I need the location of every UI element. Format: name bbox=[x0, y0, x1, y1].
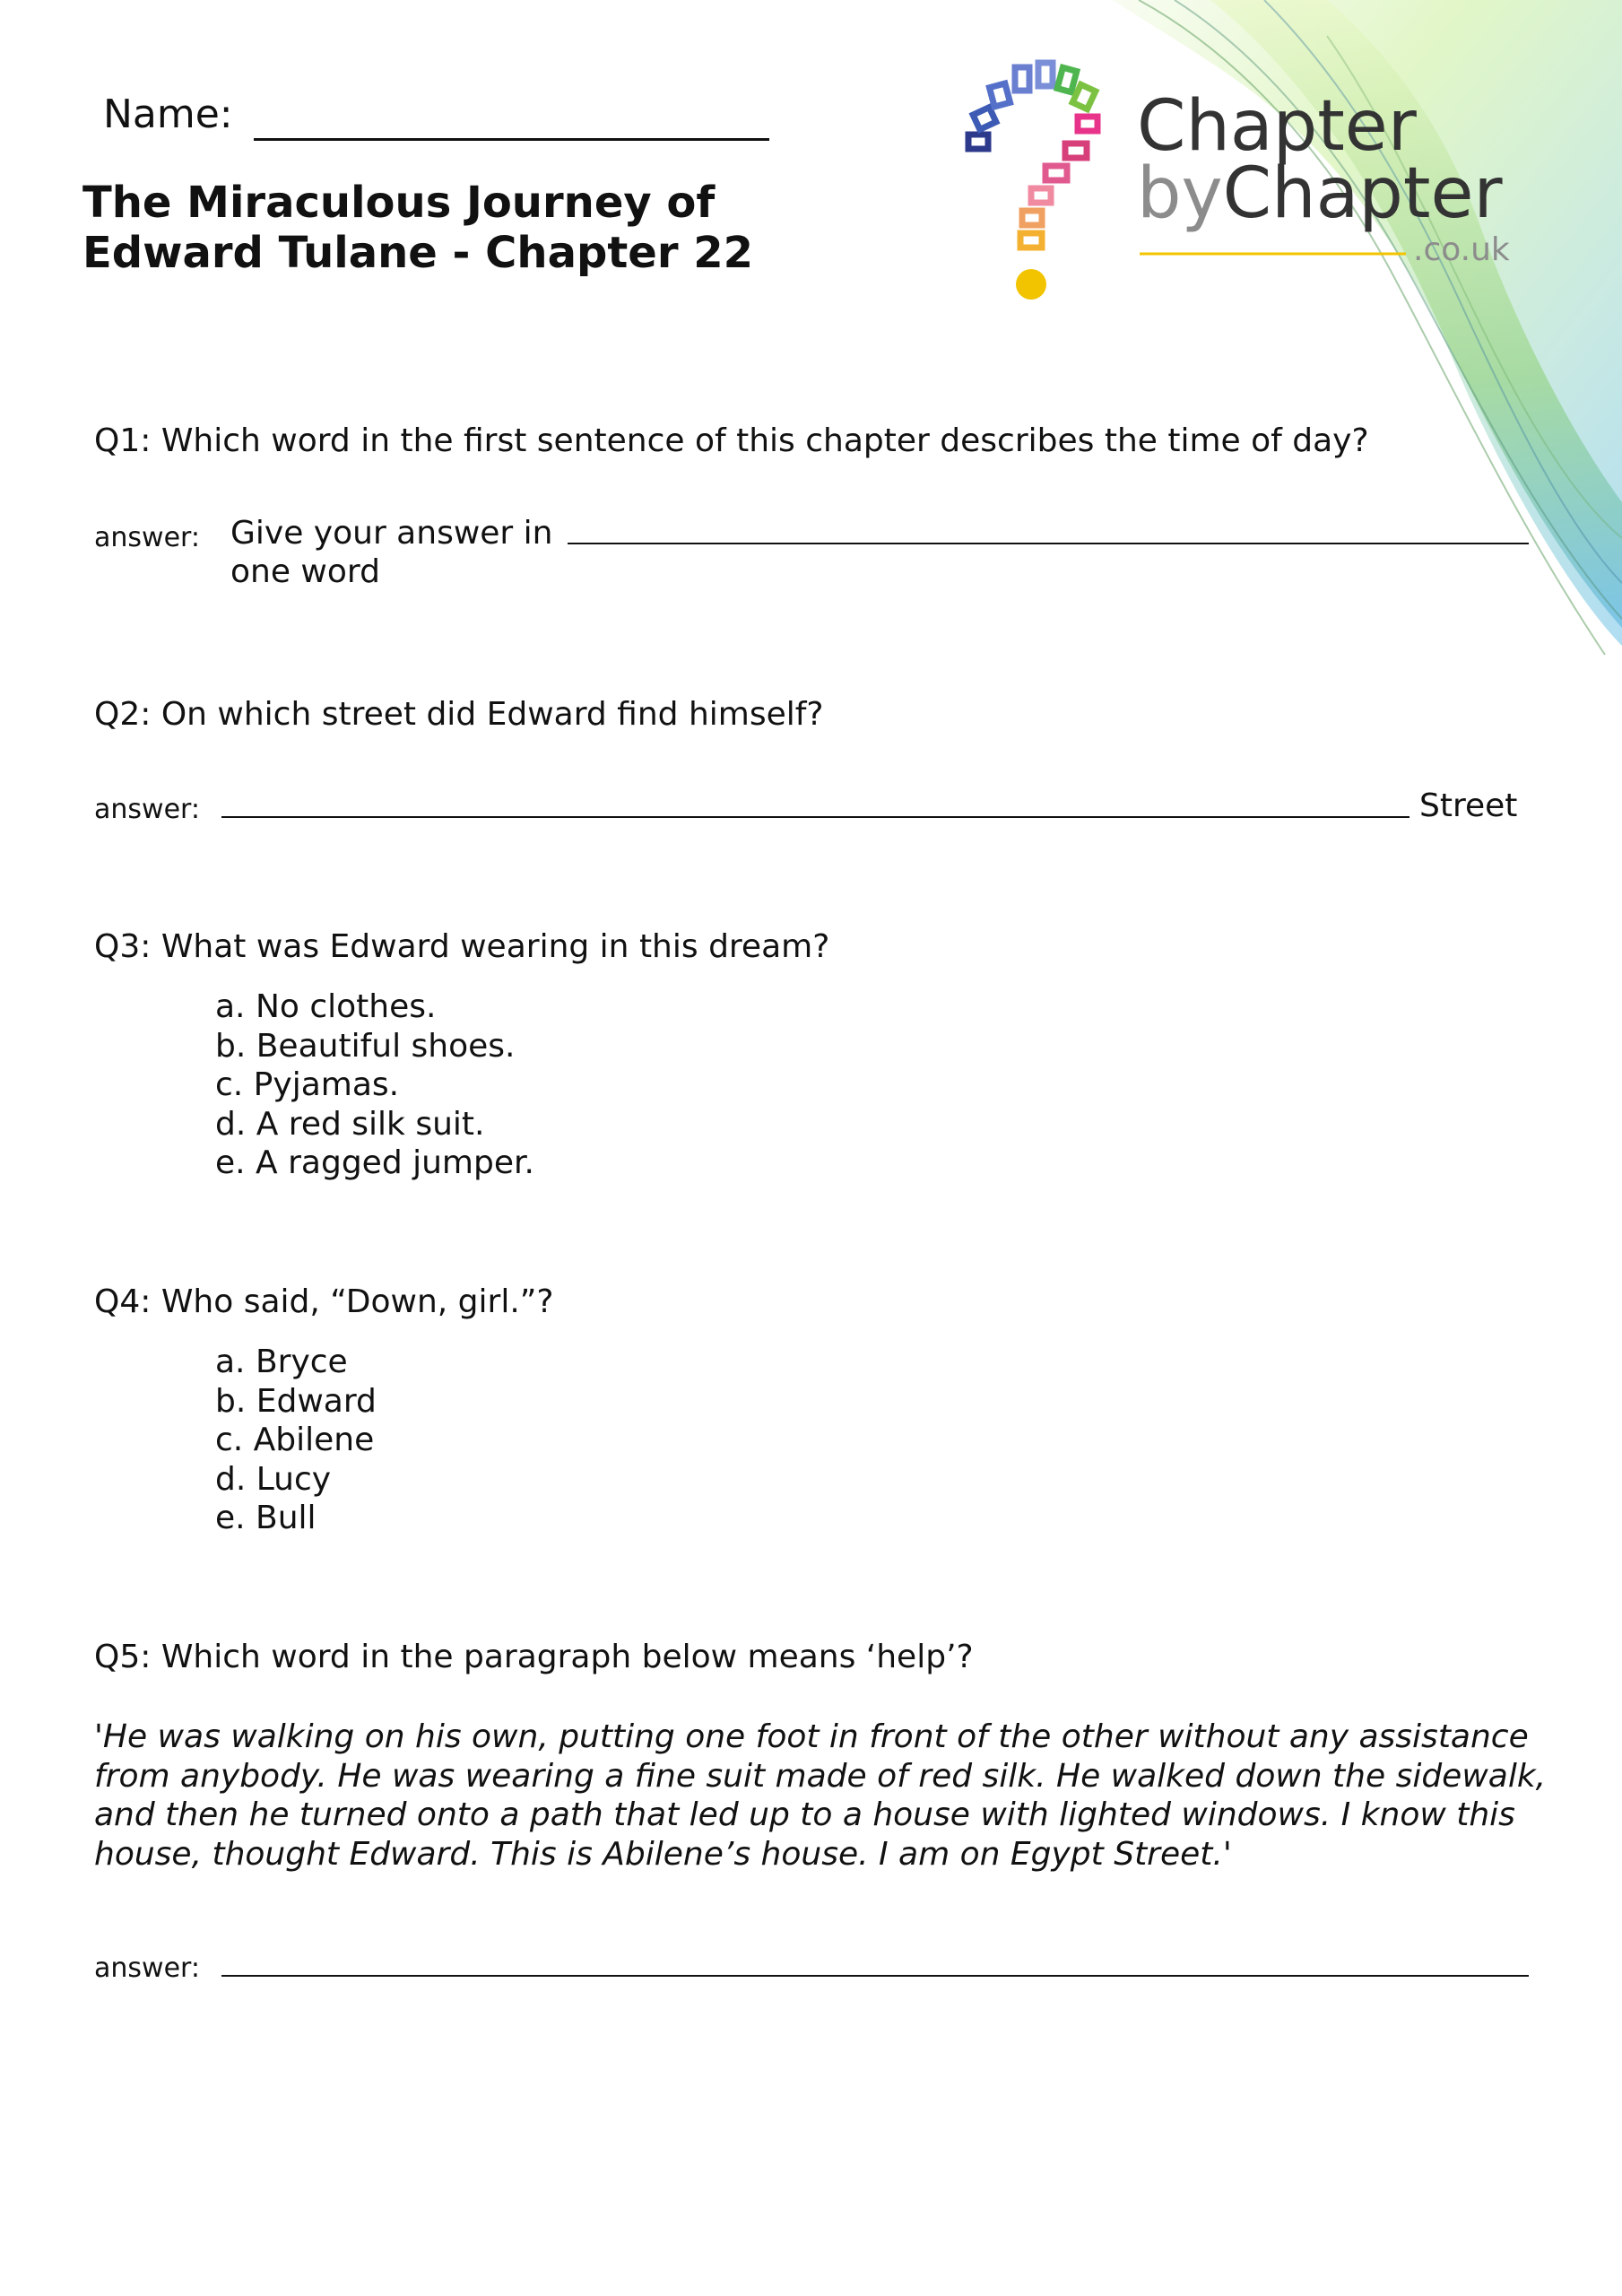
q5-passage: 'He was walking on his own, putting one foot in front of the other without any assistance from anybody. He was wearing a fine suit made of red silk. He walked down the sidewalk, and then he turned onto a path that led up to a house with lighted windows. I know this house, thought Edward. This is Abilene’s house. I am on Egypt Street.' bbox=[94, 1718, 1547, 1873]
title-line-1: The Miraculous Journey of bbox=[82, 178, 716, 228]
q3-option-d[interactable]: d. A red silk suit. bbox=[215, 1105, 485, 1143]
q2-answer-label: answer: bbox=[94, 794, 200, 825]
q5-answer-label: answer: bbox=[94, 1952, 200, 1984]
name-label: Name: bbox=[103, 91, 233, 137]
q4-option-a[interactable]: a. Bryce bbox=[215, 1344, 348, 1380]
q3-option-c[interactable]: c. Pyjamas. bbox=[215, 1066, 400, 1103]
question-2: Q2: On which street did Edward find himself? bbox=[94, 696, 824, 733]
title-line-2: Edward Tulane - Chapter 22 bbox=[82, 228, 754, 278]
q3-option-e[interactable]: e. A ragged jumper. bbox=[215, 1144, 534, 1181]
q3-option-b[interactable]: b. Beautiful shoes. bbox=[215, 1027, 516, 1065]
logo-word-by: by bbox=[1137, 153, 1223, 234]
question-5: Q5: Which word in the paragraph below means ‘help’? bbox=[94, 1639, 974, 1675]
q1-hint bbox=[230, 514, 552, 591]
q1-answer-label: answer: bbox=[94, 522, 200, 553]
question-3: Q3: What was Edward wearing in this dream? bbox=[94, 928, 830, 965]
q4-option-d[interactable]: d. Lucy bbox=[215, 1460, 332, 1498]
q2-answer-line[interactable] bbox=[221, 816, 1409, 818]
question-4: Q4: Who said, “Down, girl.”? bbox=[94, 1283, 554, 1320]
q4-options bbox=[215, 1343, 377, 1538]
q4-option-e[interactable]: e. Bull bbox=[215, 1500, 317, 1536]
q1-hint-line-1: Give your answer in bbox=[230, 515, 553, 552]
q1-hint-line-2: one word bbox=[230, 553, 380, 590]
q4-option-c[interactable]: c. Abilene bbox=[215, 1422, 375, 1458]
q1-answer-line[interactable] bbox=[568, 543, 1529, 544]
q4-option-b[interactable]: b. Edward bbox=[215, 1382, 377, 1420]
logo-domain: .co.uk bbox=[1413, 231, 1510, 268]
question-1: Q1: Which word in the first sentence of this chapter describes the time of day? bbox=[94, 422, 1369, 459]
chapter-by-chapter-logo bbox=[1137, 85, 1531, 274]
q2-suffix: Street bbox=[1419, 787, 1518, 824]
name-input-line[interactable] bbox=[254, 138, 769, 141]
svg-text:byChapter bbox=[1137, 153, 1503, 234]
q3-options bbox=[215, 987, 534, 1183]
q3-option-a[interactable]: a. No clothes. bbox=[215, 988, 437, 1025]
logo-word-chapter-2: Chapter bbox=[1222, 153, 1503, 234]
question-mark-books-icon bbox=[959, 49, 1112, 309]
logo-word-chapter: Chapter bbox=[1137, 86, 1417, 167]
worksheet-title bbox=[82, 178, 753, 278]
q5-answer-line[interactable] bbox=[221, 1975, 1529, 1977]
